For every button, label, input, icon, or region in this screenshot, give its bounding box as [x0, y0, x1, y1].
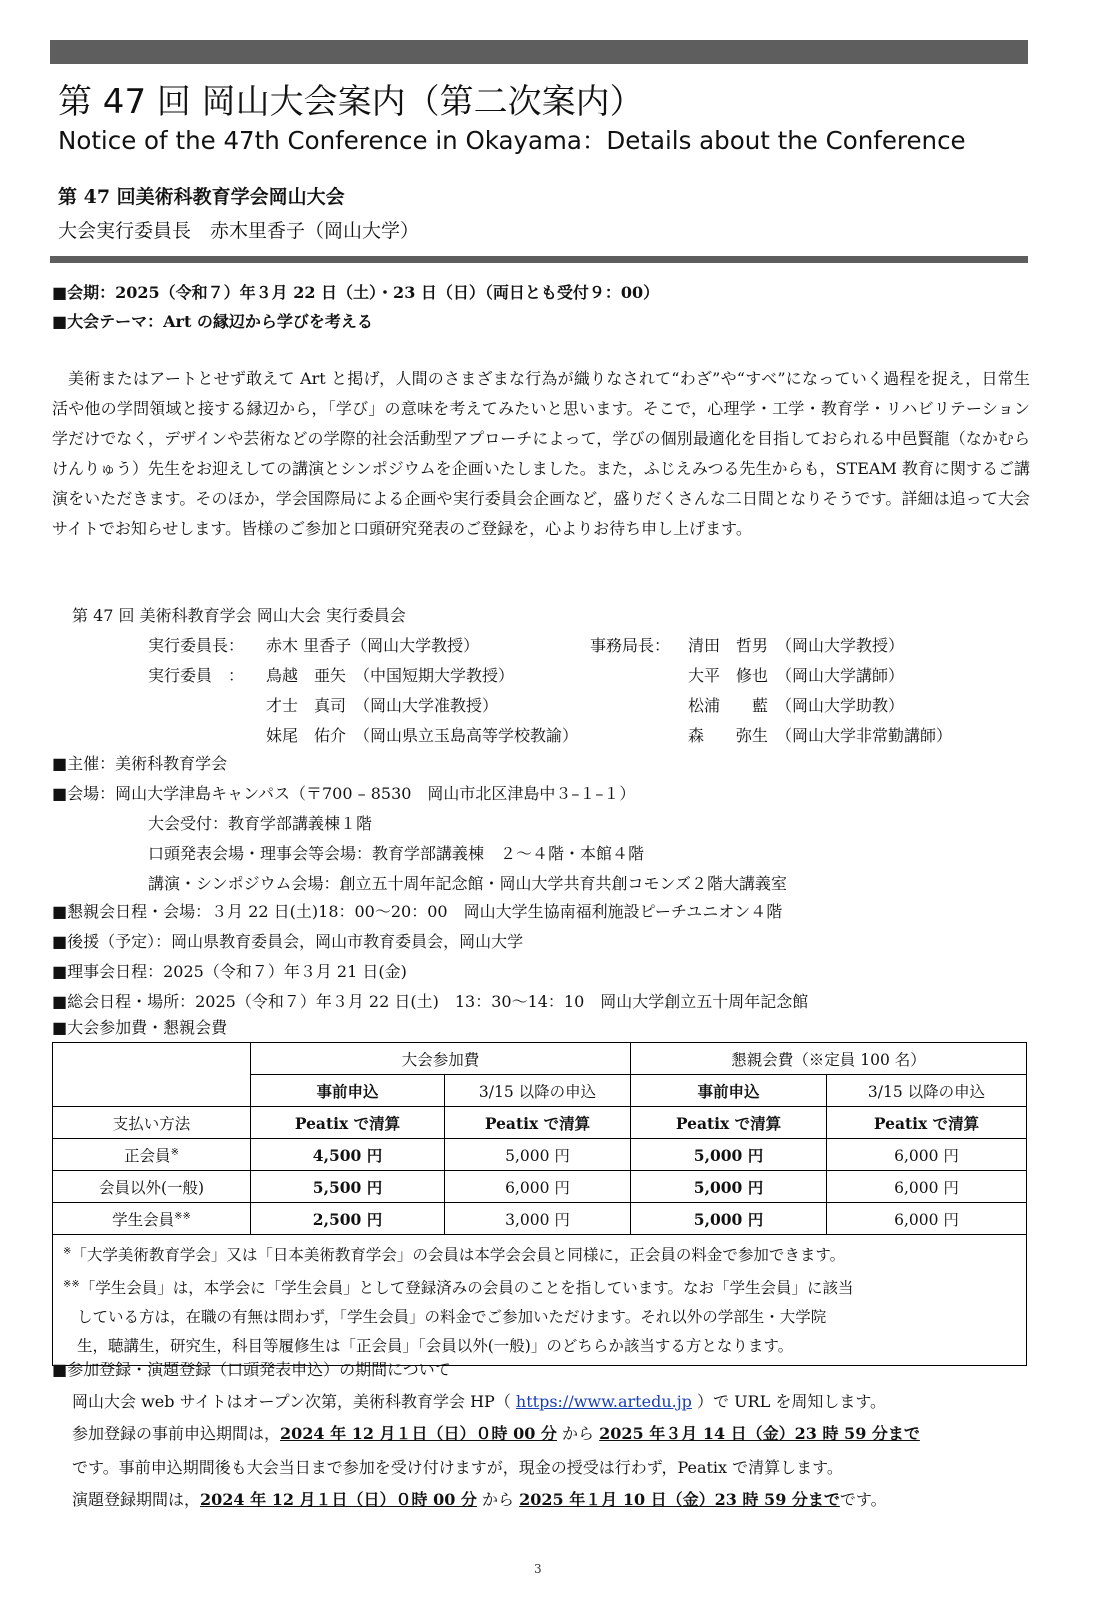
general-meeting-info: ■総会日程・場所：2025（令和７）年３月 22 日(土) 13：30～14：10 岡山大学創立五十周年記念館 — [52, 992, 809, 1011]
venue-oral: 口頭発表会場・理事会等会場：教育学部講義棟 ２～４階・本館４階 — [148, 844, 645, 863]
date-end: 2025 年３月 14 日（金）23 時 59 分まで — [599, 1424, 920, 1443]
table-cell: Peatix で清算 — [251, 1107, 445, 1139]
table-cell: 5,500 円 — [251, 1171, 445, 1203]
section-divider-bar — [50, 256, 1028, 263]
table-row-label — [53, 1171, 251, 1203]
committee-member: 才士 真司 （岡山大学准教授） — [266, 696, 499, 715]
table-cell: 5,000 円 — [445, 1139, 631, 1171]
text-span: ）で URL を周知します。 — [697, 1392, 887, 1411]
registration-line — [72, 1486, 887, 1514]
host-info: ■主催：美術科教育学会 — [52, 754, 228, 773]
fees-heading: ■大会参加費・懇親会費 — [52, 1018, 228, 1037]
footnote-text: 「大学美術教育学会」又は「日本美術教育学会」の会員は本学会会員と同様に，正会員の料金で参加できます。 — [71, 1246, 846, 1265]
table-cell: 5,000 円 — [631, 1139, 827, 1171]
committee-chair: 大会実行委員長 赤木里香子（岡山大学） — [58, 220, 420, 242]
table-row-label — [53, 1139, 251, 1171]
table-row — [53, 1107, 1027, 1139]
text-span: 岡山大会 web サイトはオープン次第，美術科教育学会 HP（ — [72, 1392, 511, 1411]
website-link[interactable]: https://www.artedu.jp — [515, 1392, 692, 1411]
registration-line: です。事前申込期間後も大会当日まで参加を受け付けますが，現金の授受は行わず，Peatix で清算します。 — [72, 1458, 843, 1477]
fee-notes — [53, 1235, 1027, 1366]
page-title-english: Notice of the 47th Conference in Okayama：Details about the Conference — [58, 126, 966, 155]
table-row — [53, 1139, 1027, 1171]
table-cell: 6,000 円 — [827, 1203, 1027, 1235]
committee-member: 森 弥生 （岡山大学非常勤講師） — [688, 726, 953, 745]
row-label-text: 学生会員 — [112, 1210, 175, 1229]
table-row-label — [53, 1203, 251, 1235]
committee-secretary-role: 事務局長： — [590, 636, 671, 655]
table-cell: Peatix で清算 — [445, 1107, 631, 1139]
table-cell: 6,000 円 — [445, 1171, 631, 1203]
table-cell: 2,500 円 — [251, 1203, 445, 1235]
row-label-text: 正会員 — [124, 1146, 171, 1165]
text-span: から — [482, 1490, 515, 1509]
registration-line — [72, 1420, 920, 1448]
table-row — [53, 1171, 1027, 1203]
venue-symposium: 講演・シンポジウム会場：創立五十周年記念館・岡山大学共育共創コモンズ２階大講義室 — [148, 874, 787, 893]
table-header-cell: 懇親会費（※定員 100 名） — [631, 1043, 1027, 1075]
fee-table — [52, 1042, 1027, 1366]
table-row-label: 支払い方法 — [53, 1107, 251, 1139]
table-header-cell: 事前申込 — [631, 1075, 827, 1107]
footnote-mark: ※※ — [174, 1210, 191, 1222]
footnote-text: している方は，在職の有無は問わず，「学生会員」の料金でご参加いただけます。それ以外の学部生・大学院 — [77, 1308, 827, 1327]
table-cell: 3,000 円 — [445, 1203, 631, 1235]
conference-theme: ■大会テーマ：Art の縁辺から学びを考える — [52, 312, 373, 331]
committee-member: 鳥越 亜矢 （中国短期大学教授） — [266, 666, 515, 685]
footnote-text: 「学生会員」は，本学会に「学生会員」として登録済みの会員のことを指しています。なお「学生会員」に該当 — [79, 1279, 854, 1298]
date-start: 2024 年 12 月１日（日）０時 00 分 — [200, 1490, 477, 1509]
table-row — [53, 1235, 1027, 1366]
table-header-cell: 事前申込 — [251, 1075, 445, 1107]
intro-paragraph: 美術またはアートとせず敢えて Art と掲げ，人間のさまざまな行為が織りなされて“わざ”や“すべ”になっていく過程を捉え，日常生活や他の学問領域と接する縁辺から，「学び」の意味を考えてみたいと思います。そこで，心理学・工学・教育学・リハビリテーション学だけでなく，デザインや芸術などの学際的社会活動型アプローチによって，学びの個別最適化を目指しておられる中邑賢龍（なかむら けんりゅう）先生をお迎えしての講演とシンポジウムを企画いたしました。また，ふじえみつる先生からも，STEAM 教育に関するご講演をいただきます。そのほか，学会国際局による企画や実行委員会企画など，盛りだくさんな二日間となりそうです。詳細は追って大会サイトでお知らせします。皆様のご参加と口頭研究発表のご登録を，心よりお待ち申し上げます。 — [52, 369, 1030, 538]
registration-heading: ■参加登録・演題登録（口頭発表申込）の期間について — [52, 1360, 451, 1379]
footnote — [63, 1237, 1020, 1270]
header-divider-bar — [50, 40, 1028, 64]
committee-secretary-name: 清田 哲男 （岡山大学教授） — [688, 636, 905, 655]
table-header-cell: 3/15 以降の申込 — [445, 1075, 631, 1107]
text-span: 参加登録の事前申込期間は， — [72, 1424, 281, 1443]
registration-line — [72, 1388, 886, 1416]
table-header-cell: 大会参加費 — [251, 1043, 631, 1075]
page-number: 3 — [534, 1562, 542, 1576]
table-row — [53, 1203, 1027, 1235]
committee-chair-role: 実行委員長： — [148, 636, 245, 655]
table-cell: 4,500 円 — [251, 1139, 445, 1171]
table-cell: Peatix で清算 — [631, 1107, 827, 1139]
board-meeting-info: ■理事会日程：2025（令和７）年３月 21 日(金) — [52, 962, 407, 981]
page-title: 第 47 回 岡山大会案内（第二次案内） — [58, 82, 644, 122]
committee-heading: 第 47 回 美術科教育学会 岡山大会 実行委員会 — [72, 606, 406, 625]
table-cell: 6,000 円 — [827, 1139, 1027, 1171]
date-end: 2025 年１月 10 日（金）23 時 59 分まで — [519, 1490, 840, 1509]
footnote-text: 生，聴講生，研究生，科目等履修生は「正会員」「会員以外(一般)」のどちらか該当する方となります。 — [77, 1337, 794, 1356]
venue-reception: 大会受付：教育学部講義棟１階 — [148, 814, 373, 833]
venue-info: ■会場：岡山大学津島キャンパス（〒700 – 8530 岡山市北区津島中３–１–１） — [52, 784, 636, 803]
date-start: 2024 年 12 月１日（日）０時 00 分 — [280, 1424, 557, 1443]
footnote-mark: ※ — [63, 1246, 72, 1257]
table-cell: 5,000 円 — [631, 1203, 827, 1235]
table-cell: Peatix で清算 — [827, 1107, 1027, 1139]
text-span: です。 — [839, 1490, 887, 1509]
text-span: から — [562, 1424, 595, 1443]
party-info: ■懇親会日程・会場：３月 22 日(土)18：00～20：00 岡山大学生協南福利施設ピーチユニオン４階 — [52, 902, 783, 921]
table-cell — [53, 1043, 251, 1107]
committee-member: 松浦 藍 （岡山大学助教） — [688, 696, 905, 715]
committee-chair-name: 赤木 里香子（岡山大学教授） — [266, 636, 480, 655]
table-header-cell: 3/15 以降の申込 — [827, 1075, 1027, 1107]
footnote-mark: ※ — [170, 1146, 179, 1158]
committee-members-role: 実行委員 ： — [148, 666, 245, 685]
committee-member: 大平 修也 （岡山大学講師） — [688, 666, 905, 685]
conference-name: 第 47 回美術科教育学会岡山大会 — [58, 186, 345, 208]
text-span: 演題登録期間は， — [72, 1490, 201, 1509]
conference-period: ■会期：2025（令和７）年３月 22 日（土）・23 日（日）（両日とも受付９：00） — [52, 283, 660, 302]
row-label-text: 会員以外(一般) — [98, 1178, 205, 1197]
footnote — [63, 1270, 1020, 1303]
table-cell: 6,000 円 — [827, 1171, 1027, 1203]
table-row — [53, 1043, 1027, 1075]
footnote-mark: ※※ — [63, 1279, 80, 1291]
table-cell: 5,000 円 — [631, 1171, 827, 1203]
support-info: ■後援（予定）：岡山県教育委員会，岡山市教育委員会，岡山大学 — [52, 932, 524, 951]
committee-member: 妹尾 佑介 （岡山県立玉島高等学校教諭） — [266, 726, 579, 745]
